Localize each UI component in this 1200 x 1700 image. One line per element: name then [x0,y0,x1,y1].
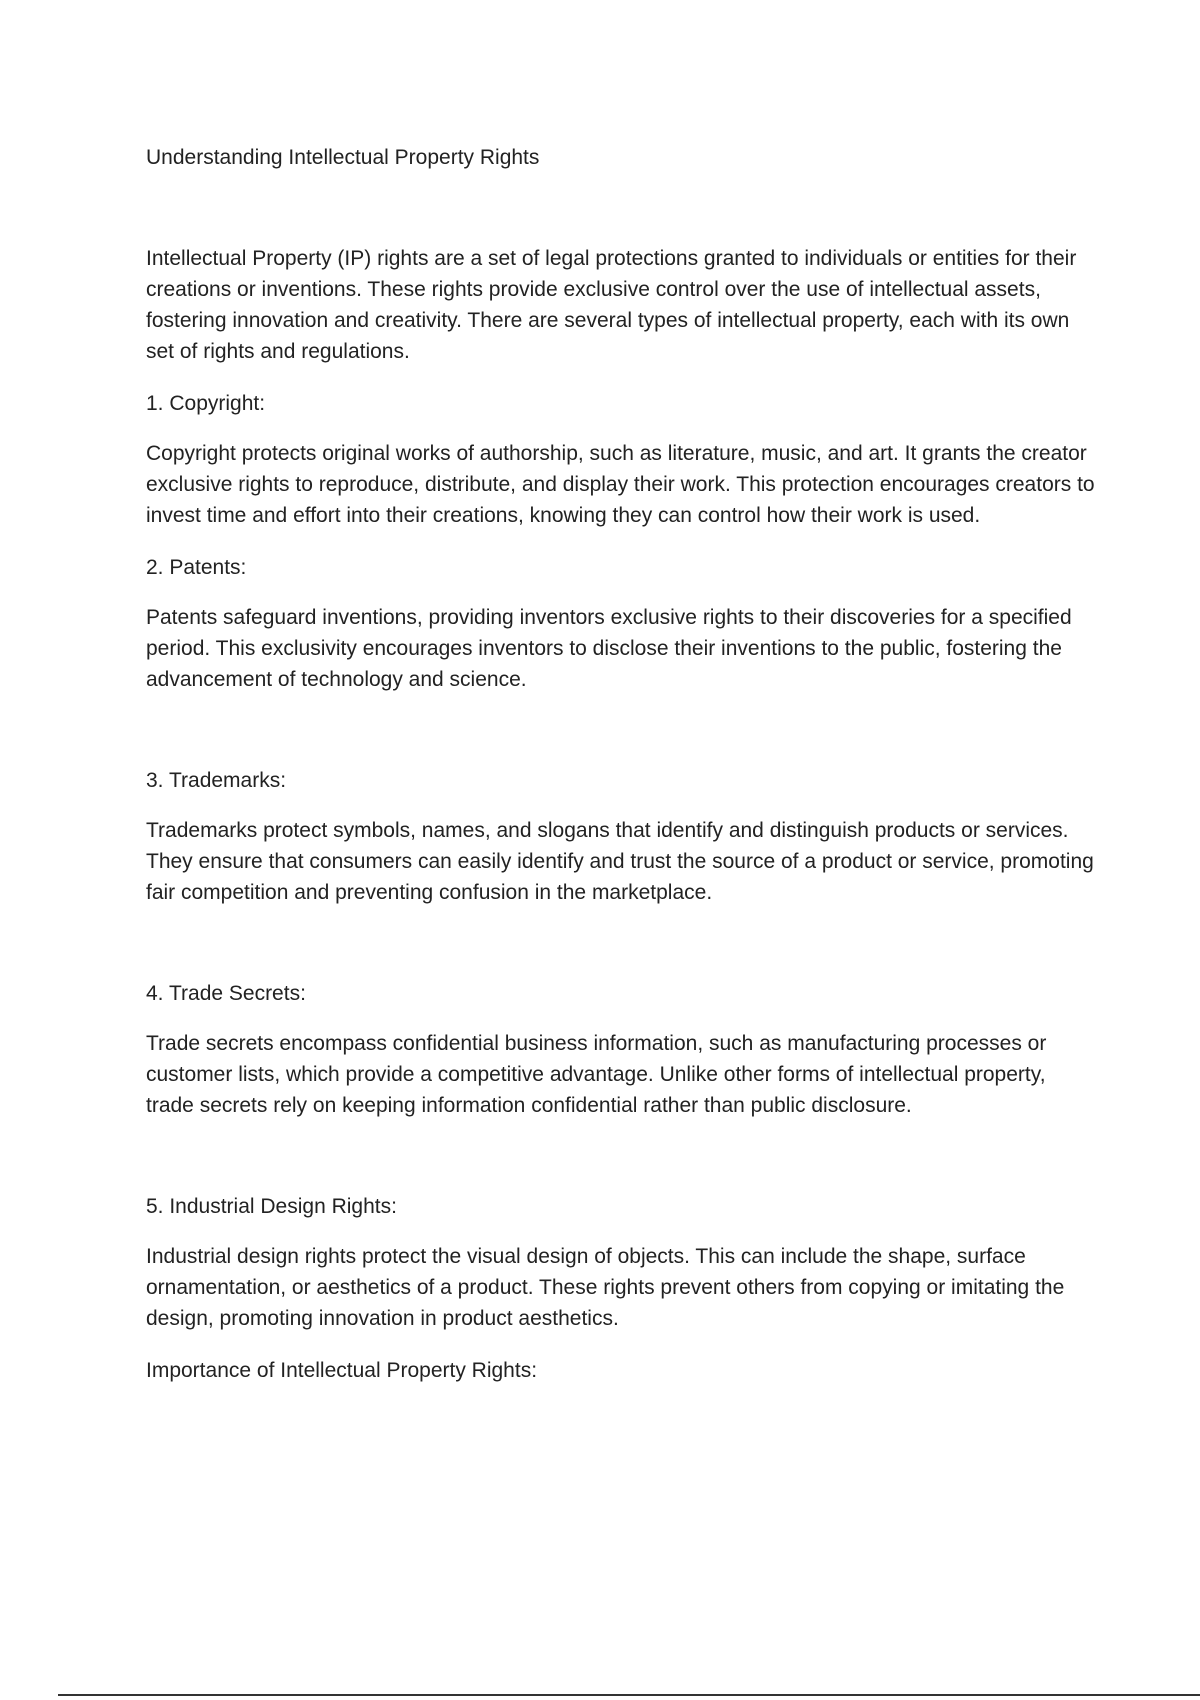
section-body-patents: Patents safeguard inventions, providing inventors exclusive rights to their discoveries for a specified period. This exclusivity encourages inventors to disclose their inventions to the public, fostering the advancement of technology and science. [146,606,1072,691]
section-body-copyright: Copyright protects original works of authorship, such as literature, music, and art. It grants the creator exclusive rights to reproduce, distribute, and display their work. This protection encourages creators to invest time and effort into their creations, knowing they can control how their work is used. [146,442,1095,527]
closing-heading: Importance of Intellectual Property Rights: [146,1359,538,1382]
document-title: Understanding Intellectual Property Rights [146,146,540,169]
intro-paragraph: Intellectual Property (IP) rights are a set of legal protections granted to individuals or entities for their creations or inventions. These rights provide exclusive control over the use of intellectual assets, fostering innovation and creativity. There are several types of intellectual property, each with its own set of rights and regulations. [146,247,1077,363]
section-heading-copyright: 1. Copyright: [146,392,266,415]
section-heading-trademarks: 3. Trademarks: [146,769,287,792]
section-body-trade-secrets: Trade secrets encompass confidential business information, such as manufacturing processes or customer lists, which provide a competitive advantage. Unlike other forms of intellectual property, trade secrets rely on keeping information confidential rather than public disclosure. [146,1032,1047,1117]
section-body-trademarks: Trademarks protect symbols, names, and slogans that identify and distinguish products or services. They ensure that consumers can easily identify and trust the source of a product or service, promoting fair competition and preventing confusion in the marketplace. [146,819,1094,904]
document-content [146,142,1096,1386]
section-heading-trade-secrets: 4. Trade Secrets: [146,982,306,1005]
page-bottom-divider [58,1694,1200,1696]
section-heading-patents: 2. Patents: [146,556,247,579]
section-body-industrial-design: Industrial design rights protect the visual design of objects. This can include the shape, surface ornamentation, or aesthetics of a product. These rights prevent others from copying or imitating the design, promoting innovation in product aesthetics. [146,1245,1065,1330]
section-heading-industrial-design: 5. Industrial Design Rights: [146,1195,397,1218]
